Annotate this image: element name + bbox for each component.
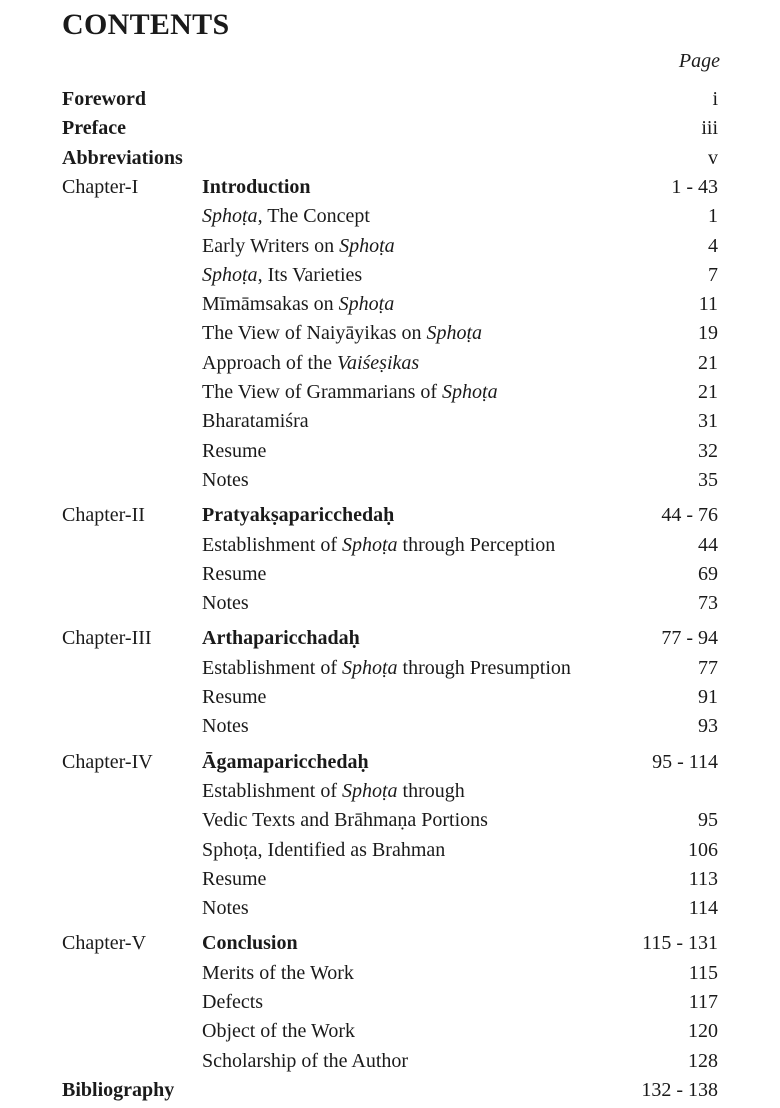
page-number: 117 — [688, 991, 718, 1013]
section-title-part: Establishment of — [202, 533, 342, 556]
section-entry — [0, 805, 780, 835]
entry-title: Bibliography — [62, 1078, 175, 1101]
section-title-part: Bharatamiśra — [202, 410, 309, 433]
page-number: 35 — [698, 468, 718, 491]
section-entry — [0, 864, 780, 894]
chapter-label: Chapter-V — [62, 932, 147, 955]
chapter-heading-row — [0, 500, 780, 530]
section-title-part: through — [397, 779, 465, 802]
section-title — [202, 776, 465, 806]
section-title — [202, 835, 445, 865]
section-entry — [0, 530, 780, 560]
section-title — [202, 987, 263, 1017]
section-entry — [0, 348, 780, 378]
section-title-part: Scholarship of the Author — [202, 1049, 409, 1072]
section-title-part: , The Concept — [257, 205, 370, 228]
page-number: 19 — [698, 322, 718, 345]
page-number: 69 — [698, 562, 718, 585]
page-number: 31 — [698, 410, 718, 433]
section-title-part: Sphoṭa — [442, 381, 498, 403]
page-number: 128 — [688, 1049, 718, 1072]
section-title — [202, 318, 482, 348]
section-entry — [0, 776, 780, 806]
section-title-part: Resume — [202, 686, 267, 708]
section-entry — [0, 682, 780, 712]
entry-title: Abbreviations — [62, 146, 183, 169]
page-number: 93 — [698, 715, 718, 738]
page-column-label: Page — [678, 50, 720, 72]
section-entry — [0, 588, 780, 618]
chapter-label: Chapter-I — [62, 175, 139, 198]
section-title-part: Merits of the Work — [202, 961, 354, 984]
section-title-part: Mīmāmsakas on — [202, 293, 339, 316]
page-number: iii — [701, 117, 718, 140]
section-title-part: Sphoṭa — [341, 656, 398, 679]
chapter-heading-row — [0, 623, 780, 653]
page-range: 95 - 114 — [652, 750, 718, 773]
section-title-part: Sphoṭa — [339, 234, 395, 257]
section-title — [202, 348, 419, 378]
chapter-heading-row — [0, 172, 780, 202]
page-number: 77 — [698, 656, 718, 679]
page-number: 11 — [698, 293, 718, 316]
page-number: 1 — [708, 205, 718, 228]
section-entry — [0, 201, 780, 231]
section-entry — [0, 1046, 780, 1076]
page-number: 115 — [688, 961, 718, 984]
section-title-part: Sphoṭa — [202, 205, 258, 228]
section-title-part: Establishment of — [202, 779, 342, 802]
section-entry — [0, 406, 780, 436]
section-title-part: Resume — [202, 439, 267, 462]
section-title — [202, 377, 498, 407]
chapter-title: Arthaparicchadaḥ — [202, 627, 360, 650]
section-title-part: Approach of the — [202, 351, 337, 374]
section-title-part: Resume — [202, 867, 267, 890]
page-number: 7 — [708, 263, 718, 286]
section-title — [202, 559, 266, 589]
page-title: CONTENTS — [62, 8, 230, 41]
section-entry — [0, 231, 780, 261]
back-matter-entry — [0, 1075, 780, 1105]
page-number: 95 — [698, 809, 718, 832]
front-matter-entry — [0, 113, 780, 143]
page-number: 44 — [698, 533, 718, 556]
section-title-part: Sphoṭa, Identified as Brahman — [202, 838, 446, 861]
section-title-part: , Its Varieties — [257, 263, 363, 286]
page-range: 1 - 43 — [671, 175, 718, 198]
entry-title: Foreword — [62, 88, 147, 110]
section-entry — [0, 711, 780, 741]
section-title — [202, 864, 266, 894]
front-matter-entry — [0, 143, 780, 173]
section-title-part: Notes — [202, 468, 249, 491]
section-title — [202, 231, 395, 261]
chapter-label: Chapter-III — [62, 627, 152, 650]
section-title-part: Resume — [202, 562, 267, 585]
page-number: 114 — [688, 897, 718, 920]
chapter-title: Conclusion — [202, 932, 298, 955]
section-title-part: Sphoṭa — [426, 322, 483, 345]
section-title — [202, 201, 370, 231]
page-number: 32 — [698, 439, 718, 462]
page-range: 132 - 138 — [641, 1078, 718, 1101]
page-number: i — [712, 88, 718, 110]
section-entry — [0, 465, 780, 495]
section-entry — [0, 289, 780, 319]
front-matter-entry — [0, 84, 780, 114]
section-title-part: Object of the Work — [202, 1020, 355, 1043]
chapter-title: Pratyakṣaparicchedaḥ — [202, 504, 395, 527]
section-title-part: The View of Grammarians of — [202, 381, 443, 403]
page-number: 91 — [698, 686, 718, 708]
section-title — [202, 406, 309, 436]
section-title-part: through Presumption — [397, 656, 571, 679]
section-title-part: Notes — [202, 592, 249, 615]
section-entry — [0, 958, 780, 988]
section-title — [202, 465, 249, 495]
section-title — [202, 958, 354, 988]
section-title-part: Establishment of — [202, 656, 342, 679]
section-title — [202, 893, 249, 923]
chapter-label: Chapter-IV — [62, 750, 153, 773]
section-title-part: Sphoṭa — [341, 779, 398, 802]
chapter-heading-row — [0, 928, 780, 958]
section-title — [202, 530, 555, 560]
section-title — [202, 711, 249, 741]
section-title-part: through Perception — [397, 533, 556, 556]
section-title — [202, 588, 249, 618]
section-entry — [0, 377, 780, 407]
section-title — [202, 1016, 355, 1046]
section-entry — [0, 987, 780, 1017]
section-title-part: Sphoṭa — [341, 533, 398, 556]
chapter-title: Introduction — [202, 175, 311, 198]
page-number: 106 — [688, 838, 718, 861]
chapter-label: Chapter-II — [62, 504, 145, 527]
page-number: 4 — [708, 234, 718, 257]
section-entry — [0, 260, 780, 290]
section-entry — [0, 653, 780, 683]
page-number: 120 — [688, 1020, 718, 1043]
section-title-part: Vedic Texts and Brāhmaṇa Portions — [202, 809, 488, 832]
section-title — [202, 805, 488, 835]
page-range: 115 - 131 — [642, 932, 718, 955]
section-title — [202, 289, 394, 319]
chapter-title: Āgamaparicchedaḥ — [202, 750, 369, 773]
page-number: 113 — [688, 867, 718, 890]
section-title-part: Sphoṭa — [202, 263, 258, 286]
section-title-part: The View of Naiyāyikas on — [202, 322, 427, 345]
page-number: v — [708, 146, 718, 169]
entry-title: Preface — [62, 117, 127, 140]
section-title-part: Early Writers on — [202, 234, 340, 257]
page-number: 73 — [698, 592, 718, 615]
section-title-part: Vaiśeṣikas — [336, 351, 420, 374]
section-entry — [0, 559, 780, 589]
section-entry — [0, 318, 780, 348]
section-entry — [0, 835, 780, 865]
page-number: 21 — [698, 381, 718, 403]
section-title-part: Notes — [202, 715, 249, 738]
section-title — [202, 436, 266, 466]
section-entry — [0, 893, 780, 923]
section-entry — [0, 436, 780, 466]
page-number: 21 — [698, 351, 718, 374]
section-title-part: Sphoṭa — [338, 293, 395, 316]
section-title-part: Notes — [202, 897, 249, 920]
section-title — [202, 260, 362, 290]
section-entry — [0, 1016, 780, 1046]
section-title-part: Defects — [202, 991, 264, 1013]
section-title — [202, 682, 266, 712]
section-title — [202, 1046, 408, 1076]
chapter-heading-row — [0, 747, 780, 777]
page-range: 77 - 94 — [661, 627, 718, 650]
section-title — [202, 653, 571, 683]
page-range: 44 - 76 — [661, 504, 718, 527]
